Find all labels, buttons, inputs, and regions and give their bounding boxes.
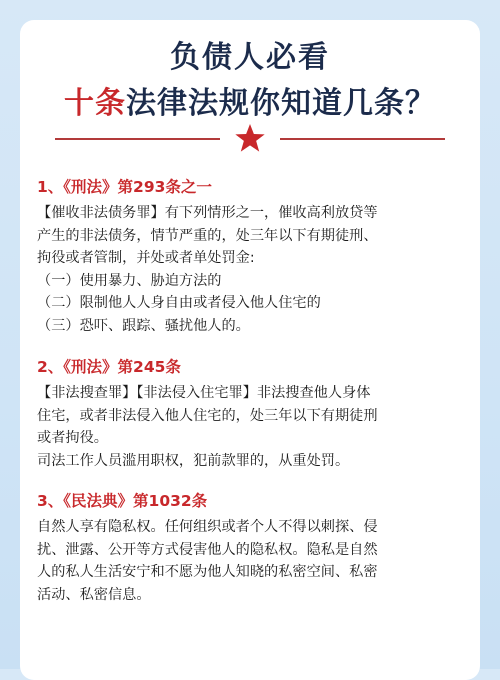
section-line: 住宅，或者非法侵入他人住宅的，处三年以下有期徒刑 bbox=[37, 407, 378, 424]
section-2 bbox=[37, 356, 477, 472]
section-line: 或者拘役。 bbox=[37, 430, 108, 446]
page-title-line2 bbox=[0, 78, 500, 122]
section-line: 自然人享有隐私权。任何组织或者个人不得以刺探、侵 bbox=[37, 519, 378, 535]
title-highlight: 十条 bbox=[64, 86, 126, 121]
watermark bbox=[364, 621, 472, 657]
title-rest: 法律法规你知道几条？ bbox=[126, 86, 436, 121]
page-title-line1: 负债人必看 bbox=[170, 40, 330, 75]
section-3 bbox=[37, 490, 477, 606]
divider-right bbox=[280, 138, 445, 140]
section-line: 【非法搜查罪】【非法侵入住宅罪】非法搜查他人身体 bbox=[37, 385, 371, 401]
section-line: 人的私人生活安宁和不愿为他人知晓的私密空间、私密 bbox=[37, 564, 378, 580]
watermark-brand: 大众点评 bbox=[415, 625, 472, 640]
section-line: （三）恐吓、跟踪、骚扰他人的。 bbox=[37, 317, 250, 334]
section-line: 拘役或者管制，并处或者单处罚金: bbox=[37, 250, 255, 266]
star-icon bbox=[234, 122, 266, 154]
watermark-firm: 浙江嵘翔律师事务所 bbox=[363, 642, 472, 656]
section-heading: 1、《刑法》第293条之一 bbox=[37, 178, 212, 196]
section-line: 【催收非法债务罪】有下列情形之一，催收高利放贷等 bbox=[37, 205, 378, 221]
section-heading: 3、《民法典》第1032条 bbox=[37, 492, 208, 510]
section-heading: 2、《刑法》第245条 bbox=[37, 358, 181, 376]
section-line: 司法工作人员滥用职权，犯前款罪的，从重处罚。 bbox=[37, 452, 350, 469]
section-line: （二）限制他人人身自由或者侵入他人住宅的 bbox=[37, 295, 321, 311]
section-line: （一）使用暴力、胁迫方法的 bbox=[37, 272, 222, 289]
section-line: 产生的非法债务，情节严重的，处三年以下有期徒刑、 bbox=[37, 227, 378, 244]
section-1 bbox=[37, 176, 477, 337]
divider-left bbox=[55, 138, 220, 140]
section-line: 活动、私密信息。 bbox=[37, 586, 151, 603]
section-line: 扰、泄露、公开等方式侵害他人的隐私权。隐私是自然 bbox=[37, 541, 378, 558]
